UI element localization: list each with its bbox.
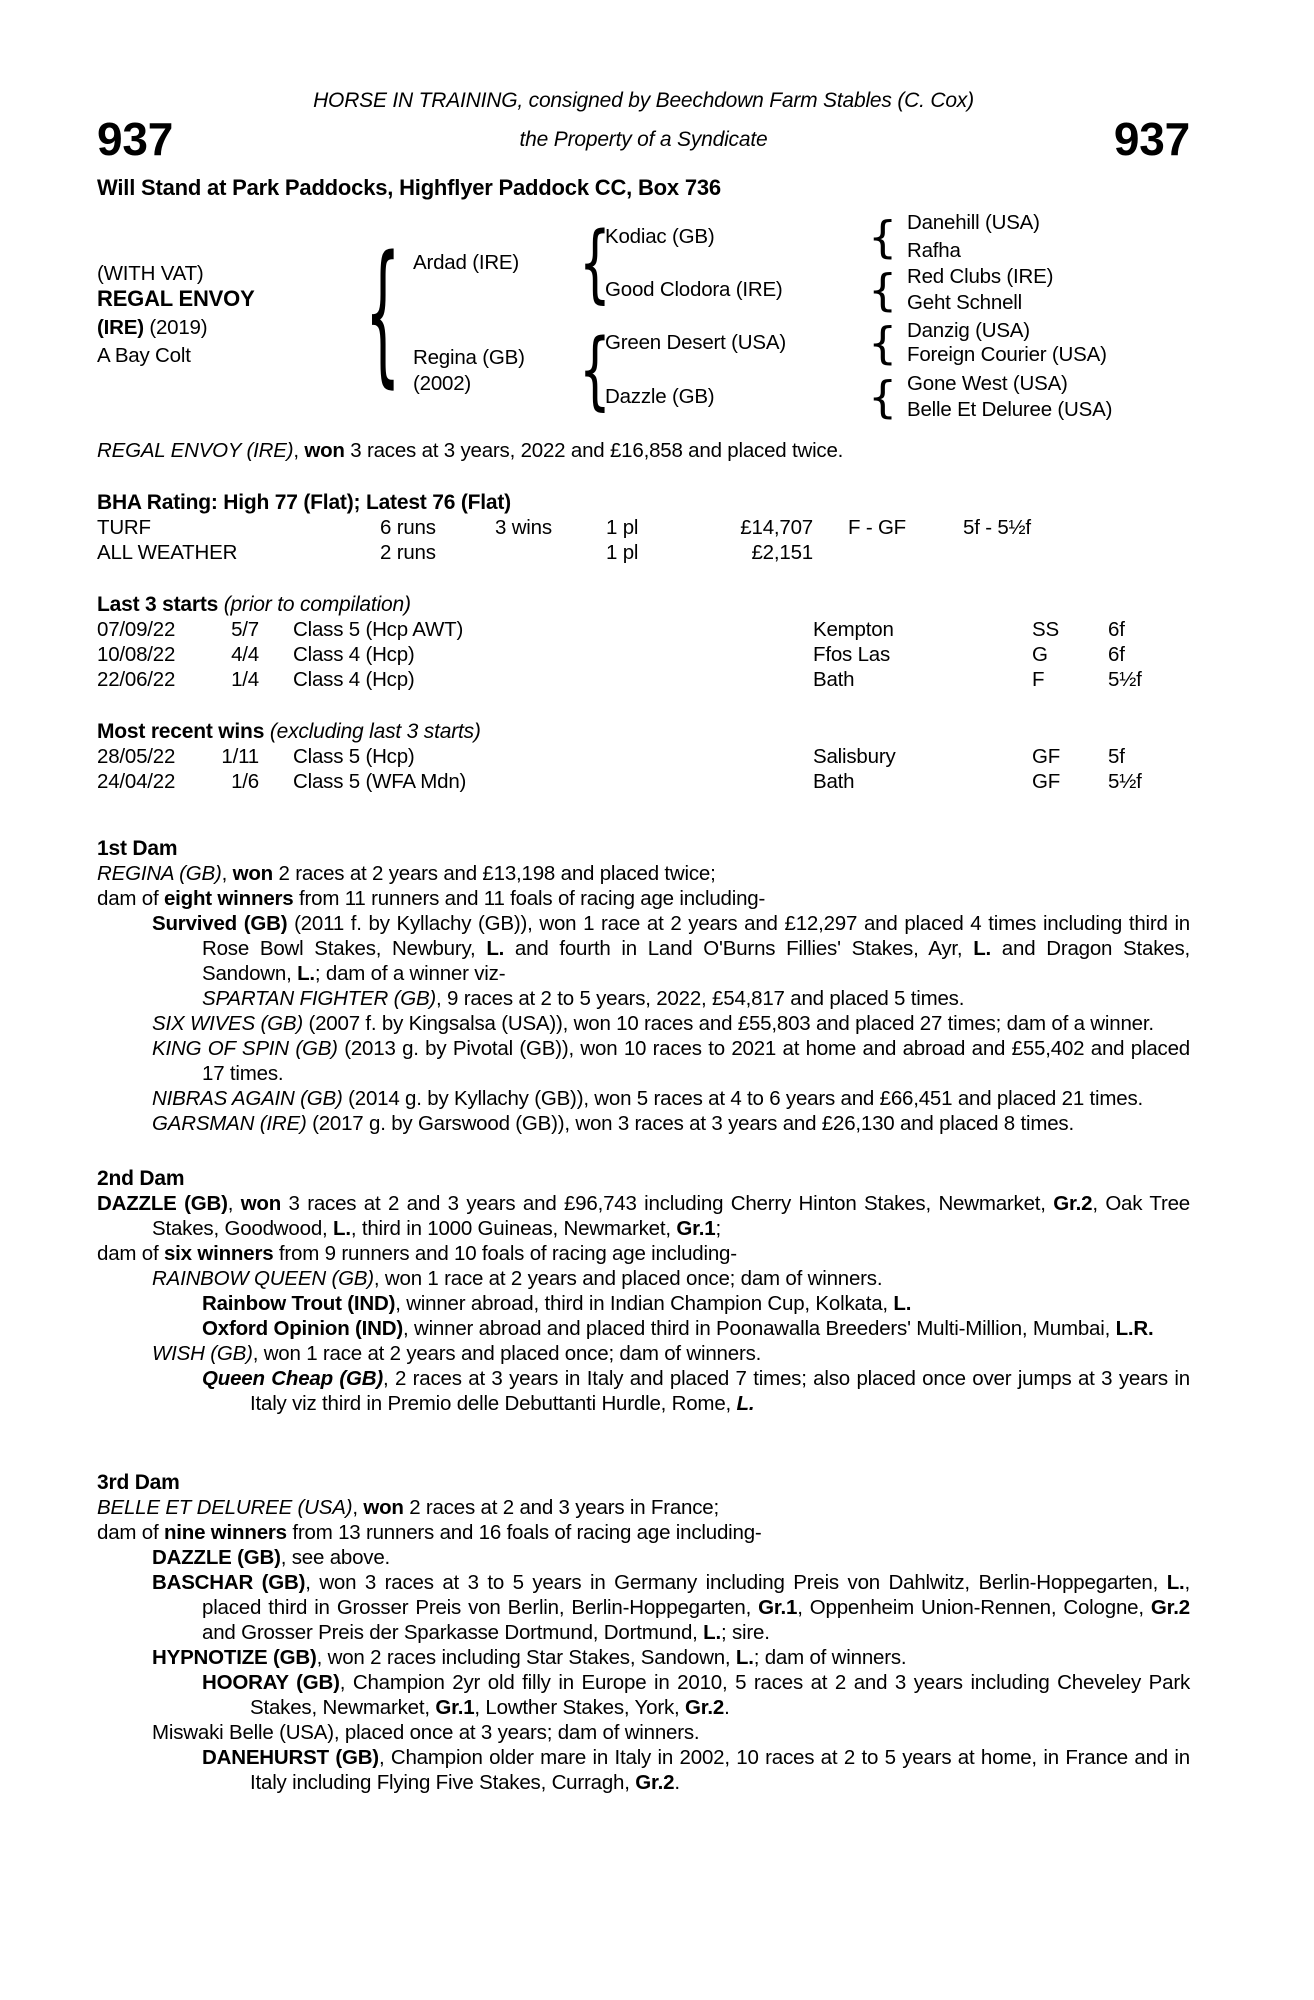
vat-note: (WITH VAT) bbox=[97, 262, 204, 285]
last-starts-table bbox=[97, 617, 1190, 692]
win-gap bbox=[259, 744, 293, 769]
start-distance: 5½f bbox=[1108, 668, 1142, 691]
horse-suffix-year bbox=[97, 316, 207, 340]
pedigree-note-paragraph: Survived (GB) (2011 f. by Kyllachy (GB)), won 1 race at 2 years and £12,297 and placed 4 times including third in Rose Bowl Stakes, Newbury, L. and fourth in Land O'Burns Fillies' Stakes, Ayr, L. and Dragon Stakes, Sandown, L.; dam of a winner viz- bbox=[152, 912, 1191, 985]
pedigree-brace-g3-4: { bbox=[868, 371, 898, 423]
win-distance: 5½f bbox=[1108, 770, 1142, 793]
pedigree-brace-g3-1: { bbox=[868, 211, 898, 263]
recent-wins-note: (excluding last 3 starts) bbox=[269, 720, 481, 743]
first-dam-heading: 1st Dam bbox=[97, 837, 178, 860]
win-row bbox=[97, 744, 1190, 769]
start-course: Kempton bbox=[813, 618, 894, 641]
page-content bbox=[97, 0, 1190, 1795]
start-race: Class 4 (Hcp) bbox=[293, 643, 415, 666]
horse-suffix: (IRE) bbox=[97, 316, 144, 339]
pedigree-note-paragraph: SPARTAN FIGHTER (GB), 9 races at 2 to 5 years, 2022, £54,817 and placed 5 times. bbox=[202, 987, 965, 1010]
last-starts-heading bbox=[97, 592, 1190, 617]
lot-row bbox=[97, 115, 1190, 163]
record-row bbox=[97, 515, 1190, 540]
record-table bbox=[97, 515, 1190, 565]
last-starts-note: (prior to compilation) bbox=[223, 593, 411, 616]
record-earnings: £2,151 bbox=[751, 541, 813, 564]
lot-number-right: 937 bbox=[1113, 113, 1190, 165]
third-dam-paragraphs bbox=[97, 1495, 1190, 1795]
start-date: 10/08/22 bbox=[97, 643, 176, 666]
first-dam-paragraphs bbox=[97, 861, 1190, 1136]
record-runs: 2 runs bbox=[380, 541, 436, 564]
start-position: 5/7 bbox=[231, 618, 259, 641]
start-gap bbox=[259, 617, 293, 642]
pedigree-note-paragraph: HYPNOTIZE (GB), won 2 races including Star Stakes, Sandown, L.; dam of winners. bbox=[152, 1646, 907, 1669]
dam-name: Regina (GB) bbox=[413, 346, 525, 369]
pedigree-brace-gen1: { bbox=[365, 225, 401, 404]
win-course: Salisbury bbox=[813, 745, 896, 768]
ggparent-1: Danehill (USA) bbox=[907, 211, 1040, 234]
win-position: 1/6 bbox=[231, 770, 259, 793]
horse-description: A Bay Colt bbox=[97, 344, 191, 367]
record-going bbox=[848, 540, 963, 565]
race-summary-line: REGAL ENVOY (IRE), won 3 races at 3 years, 2022 and £16,858 and placed twice. bbox=[97, 439, 844, 462]
granddam-2: Dazzle (GB) bbox=[605, 385, 715, 408]
win-gap bbox=[259, 769, 293, 794]
ggparent-8: Belle Et Deluree (USA) bbox=[907, 398, 1113, 421]
consignment-line: HORSE IN TRAINING, consigned by Beechdown Farm Stables (C. Cox) bbox=[313, 89, 974, 112]
pedigree-note-paragraph: WISH (GB), won 1 race at 2 years and placed once; dam of winners. bbox=[152, 1342, 762, 1365]
pedigree-tree bbox=[97, 206, 1190, 438]
record-places: 1 pl bbox=[606, 541, 639, 564]
start-row bbox=[97, 617, 1190, 642]
win-race: Class 5 (WFA Mdn) bbox=[293, 770, 467, 793]
record-places: 1 pl bbox=[606, 516, 639, 539]
recent-wins-title: Most recent wins bbox=[97, 720, 265, 743]
pedigree-note-paragraph: BELLE ET DELUREE (USA), won 2 races at 2 and 3 years in France; bbox=[97, 1496, 720, 1519]
record-going: F - GF bbox=[848, 516, 907, 539]
ggparent-2: Rafha bbox=[907, 239, 961, 262]
record-row bbox=[97, 540, 1190, 565]
start-course: Ffos Las bbox=[813, 643, 891, 666]
record-distance bbox=[963, 540, 1190, 565]
win-position: 1/11 bbox=[221, 745, 259, 768]
start-position: 1/4 bbox=[231, 668, 259, 691]
record-earnings: £14,707 bbox=[740, 516, 813, 539]
horse-year: (2019) bbox=[149, 316, 208, 339]
record-spacer bbox=[813, 515, 848, 540]
win-going: GF bbox=[1032, 745, 1061, 768]
start-row bbox=[97, 642, 1190, 667]
win-date: 28/05/22 bbox=[97, 745, 176, 768]
ggparent-5: Danzig (USA) bbox=[907, 319, 1030, 342]
horse-name: REGAL ENVOY bbox=[97, 286, 255, 311]
record-spacer bbox=[813, 540, 848, 565]
recent-wins-table bbox=[97, 744, 1190, 794]
third-dam-section bbox=[97, 1470, 1190, 1795]
record-surface: TURF bbox=[97, 516, 151, 539]
pedigree-note-paragraph: HOORAY (GB), Champion 2yr old filly in Europe in 2010, 5 races at 2 and 3 years including Cheveley Park Stakes, Newmarket, Gr.1, Lowther Stakes, York, Gr.2. bbox=[202, 1671, 1190, 1719]
sire-name: Ardad (IRE) bbox=[413, 251, 520, 274]
second-dam-heading: 2nd Dam bbox=[97, 1167, 185, 1190]
pedigree-brace-sire: { bbox=[579, 213, 611, 313]
pedigree-note-paragraph: GARSMAN (IRE) (2017 g. by Garswood (GB)), won 3 races at 3 years and £26,130 and placed 8 times. bbox=[152, 1112, 1074, 1135]
last-starts-title: Last 3 starts bbox=[97, 593, 219, 616]
start-distance: 6f bbox=[1108, 618, 1125, 641]
start-going: SS bbox=[1032, 618, 1059, 641]
pedigree-note-paragraph: dam of nine winners from 13 runners and 16 foals of racing age including- bbox=[97, 1521, 762, 1544]
start-distance: 6f bbox=[1108, 643, 1125, 666]
recent-wins-heading bbox=[97, 719, 1190, 744]
dam-year: (2002) bbox=[413, 372, 472, 395]
second-dam-section bbox=[97, 1166, 1190, 1416]
pedigree-note-paragraph: Queen Cheap (GB), 2 races at 3 years in Italy and placed 7 times; also placed once over jumps at 3 years in Italy viz third in Premio delle Debuttanti Hurdle, Rome, L. bbox=[202, 1367, 1190, 1415]
pedigree-note-paragraph: RAINBOW QUEEN (GB), won 1 race at 2 years and placed once; dam of winners. bbox=[152, 1267, 883, 1290]
win-date: 24/04/22 bbox=[97, 770, 176, 793]
third-dam-heading: 3rd Dam bbox=[97, 1471, 180, 1494]
win-distance: 5f bbox=[1108, 745, 1125, 768]
bha-rating-heading: BHA Rating: High 77 (Flat); Latest 76 (Flat) bbox=[97, 491, 511, 514]
pedigree-note-paragraph: dam of eight winners from 11 runners and 11 foals of racing age including- bbox=[97, 887, 766, 910]
ggparent-6: Foreign Courier (USA) bbox=[907, 343, 1107, 366]
record-distance: 5f - 5½f bbox=[963, 516, 1031, 539]
record-wins bbox=[495, 540, 606, 565]
start-row bbox=[97, 667, 1190, 692]
pedigree-note-paragraph: Miswaki Belle (USA), placed once at 3 years; dam of winners. bbox=[152, 1721, 700, 1744]
granddam-1: Good Clodora (IRE) bbox=[605, 278, 783, 301]
record-runs: 6 runs bbox=[380, 516, 436, 539]
win-going: GF bbox=[1032, 770, 1061, 793]
pedigree-note-paragraph: DANEHURST (GB), Champion older mare in Italy in 2002, 10 races at 2 to 5 years at home, in France and in Italy including Flying Five Stakes, Curragh, Gr.2. bbox=[202, 1746, 1190, 1794]
pedigree-note-paragraph: NIBRAS AGAIN (GB) (2014 g. by Kyllachy (GB)), won 5 races at 4 to 6 years and £66,451 and placed 21 times. bbox=[152, 1087, 1144, 1110]
start-position: 4/4 bbox=[231, 643, 259, 666]
record-wins: 3 wins bbox=[495, 516, 552, 539]
grandsire-1: Kodiac (GB) bbox=[605, 225, 715, 248]
pedigree-note-paragraph: DAZZLE (GB), see above. bbox=[152, 1546, 391, 1569]
pedigree-note-paragraph: BASCHAR (GB), won 3 races at 3 to 5 years in Germany including Preis von Dahlwitz, Berlin-Hoppegarten, L., placed third in Grosser Preis von Berlin, Berlin-Hoppegarten, Gr.1, Oppenheim Union-Rennen, Cologne, Gr.2 and Grosser Preis der Sparkasse Dortmund, Dortmund, L.; sire. bbox=[152, 1571, 1191, 1644]
start-gap bbox=[259, 667, 293, 692]
start-going: F bbox=[1032, 668, 1045, 691]
stand-location-line: Will Stand at Park Paddocks, Highflyer Paddock CC, Box 736 bbox=[97, 175, 721, 200]
first-dam-section bbox=[97, 836, 1190, 1136]
pedigree-note-paragraph: KING OF SPIN (GB) (2013 g. by Pivotal (GB)), won 10 races to 2021 at home and abroad and £55,402 and placed 17 times. bbox=[152, 1037, 1190, 1085]
pedigree-note-paragraph: dam of six winners from 9 runners and 10 foals of racing age including- bbox=[97, 1242, 737, 1265]
pedigree-note-paragraph: Rainbow Trout (IND), winner abroad, third in Indian Champion Cup, Kolkata, L. bbox=[202, 1292, 912, 1315]
start-going: G bbox=[1032, 643, 1048, 666]
grandsire-2: Green Desert (USA) bbox=[605, 331, 786, 354]
win-race: Class 5 (Hcp) bbox=[293, 745, 415, 768]
pedigree-note-paragraph: SIX WIVES (GB) (2007 f. by Kingsalsa (USA)), won 10 races and £55,803 and placed 27 times; dam of a winner. bbox=[152, 1012, 1154, 1035]
record-surface: ALL WEATHER bbox=[97, 541, 238, 564]
pedigree-note-paragraph: REGINA (GB), won 2 races at 2 years and £13,198 and placed twice; bbox=[97, 862, 716, 885]
pedigree-brace-dam: { bbox=[579, 320, 611, 420]
start-date: 22/06/22 bbox=[97, 668, 176, 691]
pedigree-note-paragraph: Oxford Opinion (IND), winner abroad and placed third in Poonawalla Breeders' Multi-Million, Mumbai, L.R. bbox=[202, 1317, 1154, 1340]
ggparent-3: Red Clubs (IRE) bbox=[907, 265, 1054, 288]
second-dam-paragraphs bbox=[97, 1191, 1190, 1416]
win-course: Bath bbox=[813, 770, 855, 793]
lot-number-left: 937 bbox=[97, 113, 174, 165]
ggparent-7: Gone West (USA) bbox=[907, 372, 1068, 395]
pedigree-brace-g3-2: { bbox=[868, 264, 898, 316]
ggparent-4: Geht Schnell bbox=[907, 291, 1022, 314]
pedigree-note-paragraph: DAZZLE (GB), won 3 races at 2 and 3 years and £96,743 including Cherry Hinton Stakes, Newmarket, Gr.2, Oak Tree Stakes, Goodwood, L., third in 1000 Guineas, Newmarket, Gr.1; bbox=[97, 1192, 1190, 1240]
start-race: Class 5 (Hcp AWT) bbox=[293, 618, 464, 641]
property-line: the Property of a Syndicate bbox=[519, 127, 768, 151]
start-gap bbox=[259, 642, 293, 667]
start-date: 07/09/22 bbox=[97, 618, 176, 641]
win-row bbox=[97, 769, 1190, 794]
start-race: Class 4 (Hcp) bbox=[293, 668, 415, 691]
start-course: Bath bbox=[813, 668, 855, 691]
pedigree-brace-g3-3: { bbox=[868, 317, 898, 369]
